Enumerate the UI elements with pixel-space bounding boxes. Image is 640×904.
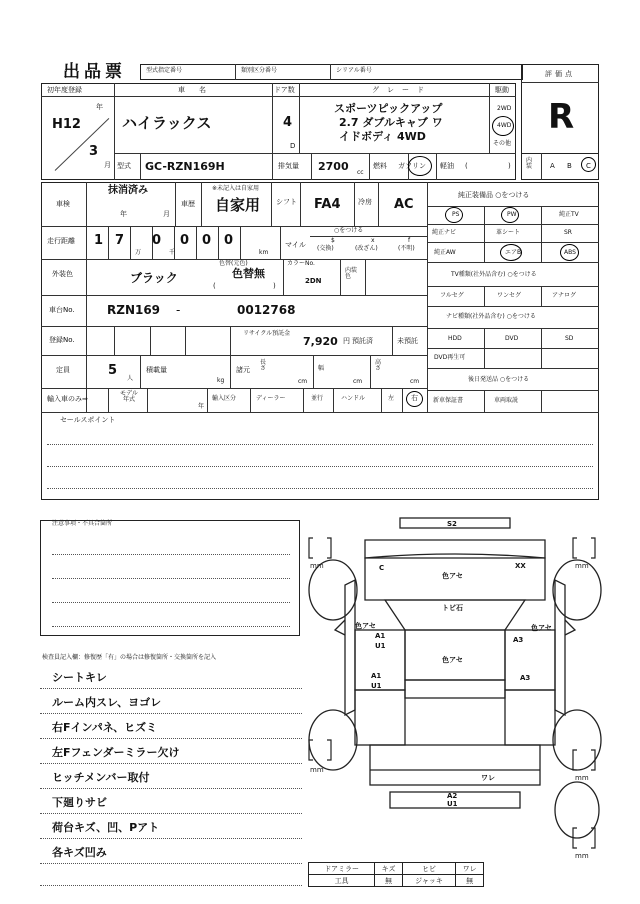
load-label: 積載量	[146, 366, 167, 374]
grade-line-2: 2.7 ダブルキャブ ワ	[339, 116, 443, 129]
mm-label-rr: mm	[575, 774, 589, 782]
evaluation-score: R	[548, 97, 575, 137]
interior-grade-c: C	[586, 162, 591, 170]
legend-value-4: 無	[456, 875, 484, 887]
car-name-label: 車名	[178, 86, 220, 94]
option-abs-circle	[560, 244, 579, 261]
width-label: 幅	[318, 365, 325, 372]
damage-right-front-color: 色アセ	[531, 624, 552, 632]
mm-label-spare: mm	[575, 852, 589, 860]
legend-header-4: ワレ	[456, 863, 484, 875]
repaint-paren-open: (	[213, 282, 216, 290]
notes-bracket-right	[294, 520, 300, 636]
note-item-1: シートキレ	[52, 671, 107, 684]
option-tv: 純正TV	[559, 211, 579, 218]
damage-left-front-door-color: 色アセ	[355, 622, 376, 630]
damage-right-rear-door: A3	[520, 674, 531, 682]
nav-sd: SD	[565, 335, 574, 342]
import-class-label: 輸入区分	[212, 395, 237, 402]
recycle-label: リサイクル預託金	[243, 330, 291, 337]
fuel-diesel: 軽油	[440, 162, 454, 170]
capacity-value: 5	[108, 363, 118, 378]
later-manual: 車両取説	[494, 397, 519, 404]
right-front-side	[555, 580, 565, 715]
legend-header-2: キズ	[375, 863, 403, 875]
unknown-label: (不明)	[398, 245, 415, 252]
shaken-month-unit: 月	[163, 210, 170, 218]
import-only-label: 輸入車のみ⇒	[47, 395, 88, 403]
doors-label: ドア数	[274, 86, 295, 94]
grade-line-3: イドボディ 4WD	[339, 130, 426, 143]
damage-roof: 色アセ	[442, 656, 463, 664]
drive-other: その他	[493, 140, 512, 147]
dvd-playback: DVD再生可	[434, 354, 466, 361]
option-ps: PS	[452, 211, 460, 218]
right-mirror	[565, 620, 575, 635]
damage-windshield: トビ石	[442, 604, 463, 612]
import-dealer: ディーラー	[256, 395, 286, 402]
legend-value-1: 工具	[309, 875, 375, 887]
sen-unit: 千	[169, 249, 176, 256]
legend-value-2: 無	[375, 875, 403, 887]
grade-line-1: スポーツピックアップ	[334, 102, 443, 115]
damage-front-left: C	[379, 564, 385, 572]
option-airbag: エアB	[505, 249, 522, 256]
legend-header-1: ドアミラー	[309, 863, 375, 875]
mileage-digit-5: 0	[202, 233, 212, 248]
damage-rear-bumper-u1: U1	[447, 800, 458, 808]
tv-oneseg: ワンセグ	[497, 292, 522, 299]
repaint-label: 色替(元色)	[219, 260, 248, 267]
handle-label: ハンドル	[341, 395, 366, 402]
load-kg: kg	[217, 377, 225, 384]
option-pw-circle	[501, 207, 519, 223]
note-item-3: 右Fインパネ、ヒズミ	[52, 721, 158, 734]
interior-grade-a: A	[550, 162, 555, 170]
drive-4wd: 4WD	[497, 122, 512, 129]
damage-labels	[354, 520, 552, 808]
usage-label: 車歴	[181, 200, 195, 208]
interior-color-label: 内装色	[345, 267, 358, 280]
serial-number-label: シリアル番号	[336, 67, 372, 74]
damage-left-rear-door-u1: U1	[371, 682, 382, 690]
swap-label: (交換)	[317, 245, 334, 252]
repaint-paren-close: )	[273, 282, 276, 290]
option-pw: PW	[507, 211, 517, 218]
option-airbag-circle	[500, 244, 522, 261]
height-cm: cm	[410, 378, 420, 385]
registration-era-year: H12	[52, 117, 81, 132]
swap-mark: $	[331, 237, 335, 244]
shaken-value: 抹消済み	[108, 185, 148, 196]
damage-rear-bumper-a2: A2	[447, 792, 458, 800]
model-year-unit: 年	[198, 403, 205, 410]
recycle-yen: 円	[343, 337, 350, 345]
vehicle-damage-diagram	[305, 510, 605, 860]
type-designation-label: 型式指定番号	[146, 67, 183, 74]
tamper-label: (改ざん)	[355, 245, 378, 252]
mile-label: マイル	[285, 241, 306, 249]
legend-value-3: ジャッキ	[402, 875, 455, 887]
shift-value: FA4	[314, 197, 341, 212]
first-registration-label: 初年度登録	[47, 86, 82, 94]
width-cm: cm	[353, 378, 363, 385]
form-title: 出品票	[63, 62, 126, 82]
handle-left: 左	[388, 395, 395, 402]
shift-label: シフト	[276, 198, 297, 206]
exterior-color-value: ブラック	[130, 271, 178, 285]
rear-window	[405, 680, 505, 698]
mileage-label: 走行距離	[47, 237, 75, 245]
year-suffix: 年	[96, 103, 103, 111]
option-aw: 純正AW	[434, 249, 456, 256]
damage-left-rear-door-a1: A1	[371, 672, 382, 680]
option-abs: ABS	[564, 249, 576, 256]
nav-type-title: ナビ種類(社外品含む) ○をつける	[446, 313, 536, 320]
height-label: 高さ	[375, 359, 382, 372]
notes-title: 注意事項・不具合箇所	[52, 520, 113, 527]
note-item-8: 各キズ凹み	[52, 846, 107, 859]
registration-number-label: 登録No.	[49, 336, 75, 344]
model-value: GC-RZN169H	[145, 160, 225, 173]
registration-month: 3	[89, 144, 99, 159]
later-warranty: 新車保証書	[433, 397, 464, 404]
handle-right-circle	[406, 391, 423, 407]
model-label: 型式	[117, 162, 131, 170]
left-mirror	[335, 620, 345, 635]
unknown-mark: f	[408, 237, 411, 244]
tv-analog: アナログ	[552, 292, 577, 299]
right-rear-door	[505, 690, 555, 745]
man-unit: 万	[135, 249, 142, 256]
wheel-rear-left	[309, 710, 357, 770]
mileage-digit-4: 0	[180, 233, 190, 248]
mm-label-rl: mm	[310, 766, 324, 774]
mileage-digit-6: 0	[224, 233, 234, 248]
mileage-digit-1: 1	[94, 233, 104, 248]
drive-2wd: 2WD	[497, 105, 512, 112]
option-sr: SR	[564, 229, 572, 236]
capacity-label: 定員	[56, 366, 70, 374]
mileage-digit-2: 7	[115, 233, 125, 248]
doors-value: 4	[283, 115, 293, 130]
interior-grade-b: B	[567, 162, 572, 170]
damage-bed-crack: ワレ	[481, 774, 495, 782]
ac-label: 冷房	[358, 198, 372, 206]
option-leather: 革シート	[496, 229, 521, 236]
recycle-unpaid: 未預託	[397, 337, 418, 345]
exterior-color-label: 外装色	[52, 270, 73, 278]
damage-left-front-door-u1: U1	[375, 642, 386, 650]
later-shipment-title: 後日発送品 ○をつける	[468, 376, 530, 383]
drive-label: 駆動	[495, 86, 509, 94]
displacement-value: 2700	[318, 160, 349, 173]
sales-points-label: セールスポイント	[60, 416, 116, 424]
damage-front-right: XX	[515, 562, 526, 570]
damage-left-front-door-a1: A1	[375, 632, 386, 640]
nav-hdd: HDD	[448, 335, 462, 342]
shaken-year-unit: 年	[120, 210, 127, 218]
import-parallel: 並行	[311, 395, 324, 402]
legend-table	[308, 862, 484, 887]
recycle-value: 7,920	[303, 335, 338, 348]
handle-right: 右	[411, 394, 418, 402]
doors-suffix: D	[290, 142, 296, 150]
options-title: 純正装備品 ○をつける	[458, 191, 530, 199]
legend-header-3: ヒビ	[402, 863, 455, 875]
front-grille	[365, 540, 545, 558]
damage-front-bumper: S2	[447, 520, 457, 528]
truck-bed	[370, 745, 540, 785]
fuel-paren-open: (	[465, 162, 468, 170]
interior-label: 内装	[526, 157, 533, 170]
evaluation-label: 評価点	[545, 70, 575, 78]
usage-value: 自家用	[215, 196, 261, 214]
interior-c-circle	[581, 157, 596, 172]
note-item-5: ヒッチメンバー取付	[52, 771, 150, 784]
damage-hood: 色アセ	[442, 572, 463, 580]
dims-label: 諸元	[236, 366, 250, 374]
class-number-label: 類別区分番号	[241, 67, 278, 74]
mm-label-fr: mm	[575, 562, 589, 570]
displacement-label: 排気量	[278, 162, 299, 170]
fuel-gasoline-circle	[408, 156, 432, 176]
recycle-paid: 預託済	[352, 337, 373, 345]
header-ids-box	[140, 64, 523, 80]
note-item-6: 下廻りサビ	[52, 796, 107, 809]
color-number-value: 2DN	[305, 277, 322, 285]
option-navi: 純正ナビ	[432, 229, 457, 236]
tamper-mark: x	[371, 237, 375, 244]
capacity-unit: 人	[127, 375, 134, 382]
model-year-label: モデル年式	[120, 390, 138, 403]
note-item-4: 左Fフェンダーミラー欠け	[52, 746, 180, 759]
damage-right-front-door: A3	[513, 636, 524, 644]
chassis-dash: -	[176, 303, 181, 317]
length-label: 長さ	[260, 359, 267, 372]
tv-fullseg: フルセグ	[440, 292, 464, 299]
length-cm: cm	[298, 378, 308, 385]
km-unit: km	[259, 249, 269, 256]
left-front-side	[345, 580, 355, 715]
mileage-circle-note: ○をつける	[334, 227, 364, 234]
mm-label-fl: mm	[310, 562, 324, 570]
usage-note: ※未記入は自家用	[212, 185, 260, 192]
shaken-label: 車検	[56, 200, 70, 208]
fuel-gasoline: ガソリン	[398, 162, 426, 170]
fuel-label: 燃料	[373, 162, 387, 170]
inspector-note-label: 検査員記入欄：修復歴「有」の場合は修復箇所・交換箇所を記入	[42, 654, 217, 661]
note-item-7: 荷台キズ、凹、Pアト	[52, 821, 160, 834]
option-ps-circle	[445, 207, 463, 223]
tv-type-title: TV種類(社外品含む) ○をつける	[451, 271, 537, 278]
color-number-label: カラーNo.	[287, 260, 315, 267]
repaint-value: 色替無	[232, 267, 265, 280]
ac-value: AC	[394, 197, 414, 212]
mileage-digit-3: 0	[152, 233, 162, 248]
roof	[405, 630, 505, 680]
drive-4wd-circle	[492, 116, 514, 136]
wheel-rear-right	[553, 710, 601, 770]
spare-wheel	[555, 782, 599, 838]
month-suffix: 月	[104, 161, 111, 169]
grade-label: グレード	[372, 86, 432, 94]
chassis-number: 0012768	[237, 303, 296, 317]
note-item-2: ルーム内スレ、ヨゴレ	[52, 696, 162, 709]
fuel-paren-close: )	[508, 162, 511, 170]
cc-unit: cc	[357, 169, 364, 176]
chassis-label: 車台No.	[49, 306, 75, 314]
chassis-prefix: RZN169	[107, 303, 161, 317]
car-name: ハイラックス	[122, 114, 212, 132]
left-rear-door	[355, 690, 405, 745]
nav-dvd: DVD	[505, 335, 519, 342]
